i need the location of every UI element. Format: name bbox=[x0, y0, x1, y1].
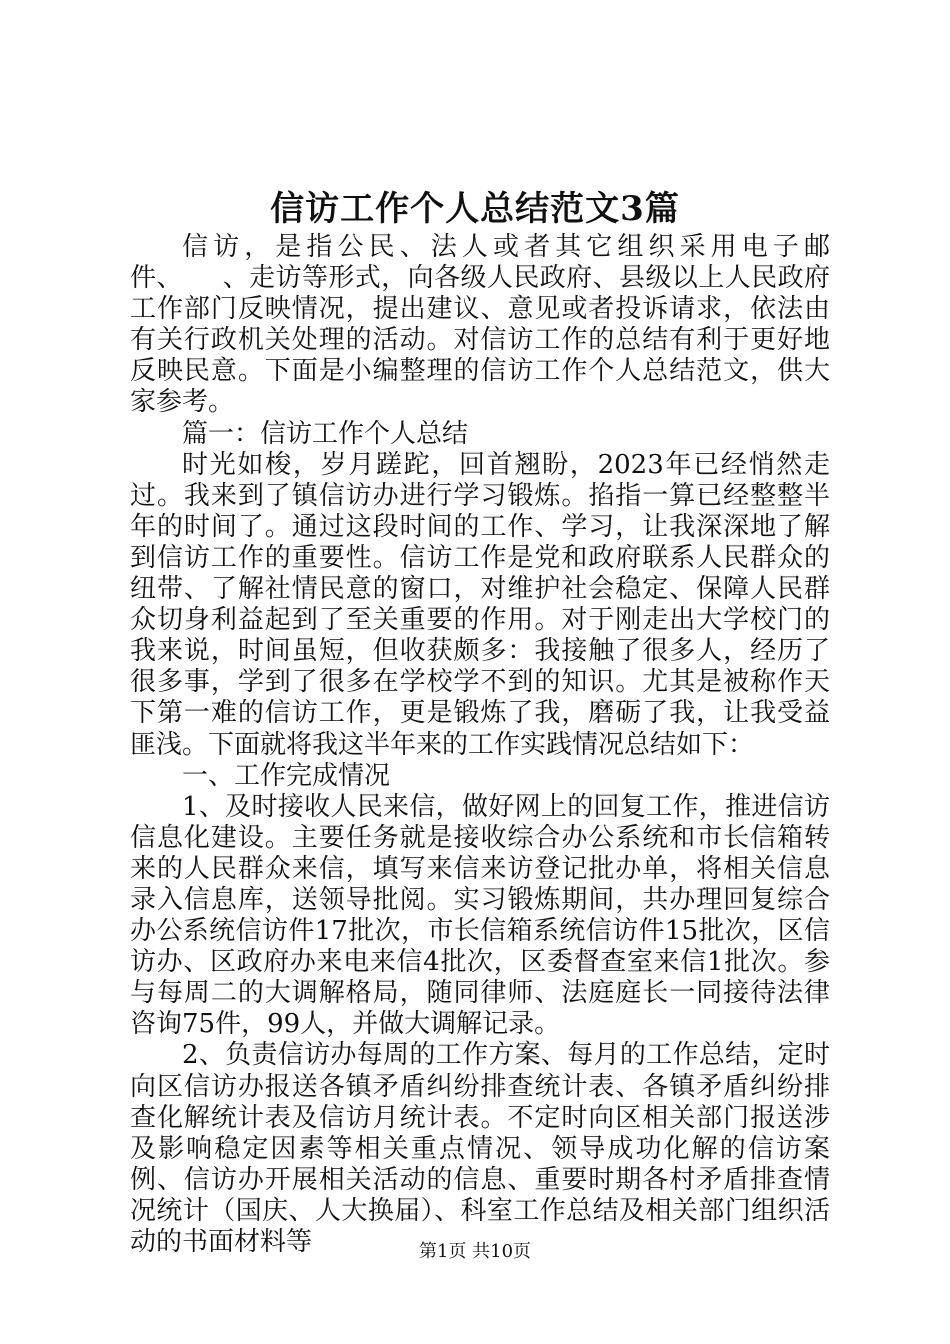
page-footer: 第1页 共10页 bbox=[418, 1241, 532, 1262]
section-heading: 篇一：信访工作个人总结 bbox=[182, 418, 469, 449]
subsection-heading: 一、工作完成情况 bbox=[182, 760, 391, 791]
body-paragraph: 1、及时接收人民来信，做好网上的回复工作，推进信访信息化建设。主要任务就是接收综合办公系统和市长信箱转来的人民群众来信，填写来信来访登记批办单，将相关信息录入信息库，送领导批阅。实习锻炼期间，共办理回复综合办公系统信访件17批次，市长信箱系统信访件15批次，区信访办、区政府办来电来信4批次，区委督查室来信1批次。参与每周二的大调解格局，随同律师、法庭庭长一同接待法律咨询75件，99人，并做大调解记录。 bbox=[130, 791, 830, 1040]
body-paragraph: 2、负责信访办每周的工作方案、每月的工作总结，定时向区信访办报送各镇矛盾纠纷排查统计表、各镇矛盾纠纷排查化解统计表及信访月统计表。不定时向区相关部门报送涉及影响稳定因素等相关重点情况、领导成功化解的信访案例、信访办开展相关活动的信息、重要时期各村矛盾排查情况统计（国庆、人大换届）、科室工作总结及相关部门组织活动的书面材料等 bbox=[130, 1040, 830, 1257]
document-body bbox=[130, 232, 830, 1258]
body-paragraph: 时光如梭，岁月蹉跎，回首翘盼，2023年已经悄然走过。我来到了镇信访办进行学习锻炼。掐指一算已经整整半年的时间了。通过这段时间的工作、学习，让我深深地了解到信访工作的重要性。信访工作是党和政府联系人民群众的纽带、了解社情民意的窗口，对维护社会稳定、保障人民群众切身利益起到了至关重要的作用。对于刚走出大学校门的我来说，时间虽短，但收获颇多：我接触了很多人，经历了很多事，学到了很多在学校学不到的知识。尤其是被称作天下第一难的信访工作，更是锻炼了我，磨砺了我，让我受益匪浅。下面就将我这半年来的工作实践情况总结如下： bbox=[130, 449, 830, 760]
intro-paragraph: 信访，是指公民、法人或者其它组织采用电子邮件、 、走访等形式，向各级人民政府、县级以上人民政府工作部门反映情况，提出建议、意见或者投诉请求，依法由有关行政机关处理的活动。对信访工作的总结有利于更好地反映民意。下面是小编整理的信访工作个人总结范文，供大家参考。 bbox=[130, 232, 830, 418]
page-title: 信访工作个人总结范文3篇 bbox=[270, 189, 680, 229]
